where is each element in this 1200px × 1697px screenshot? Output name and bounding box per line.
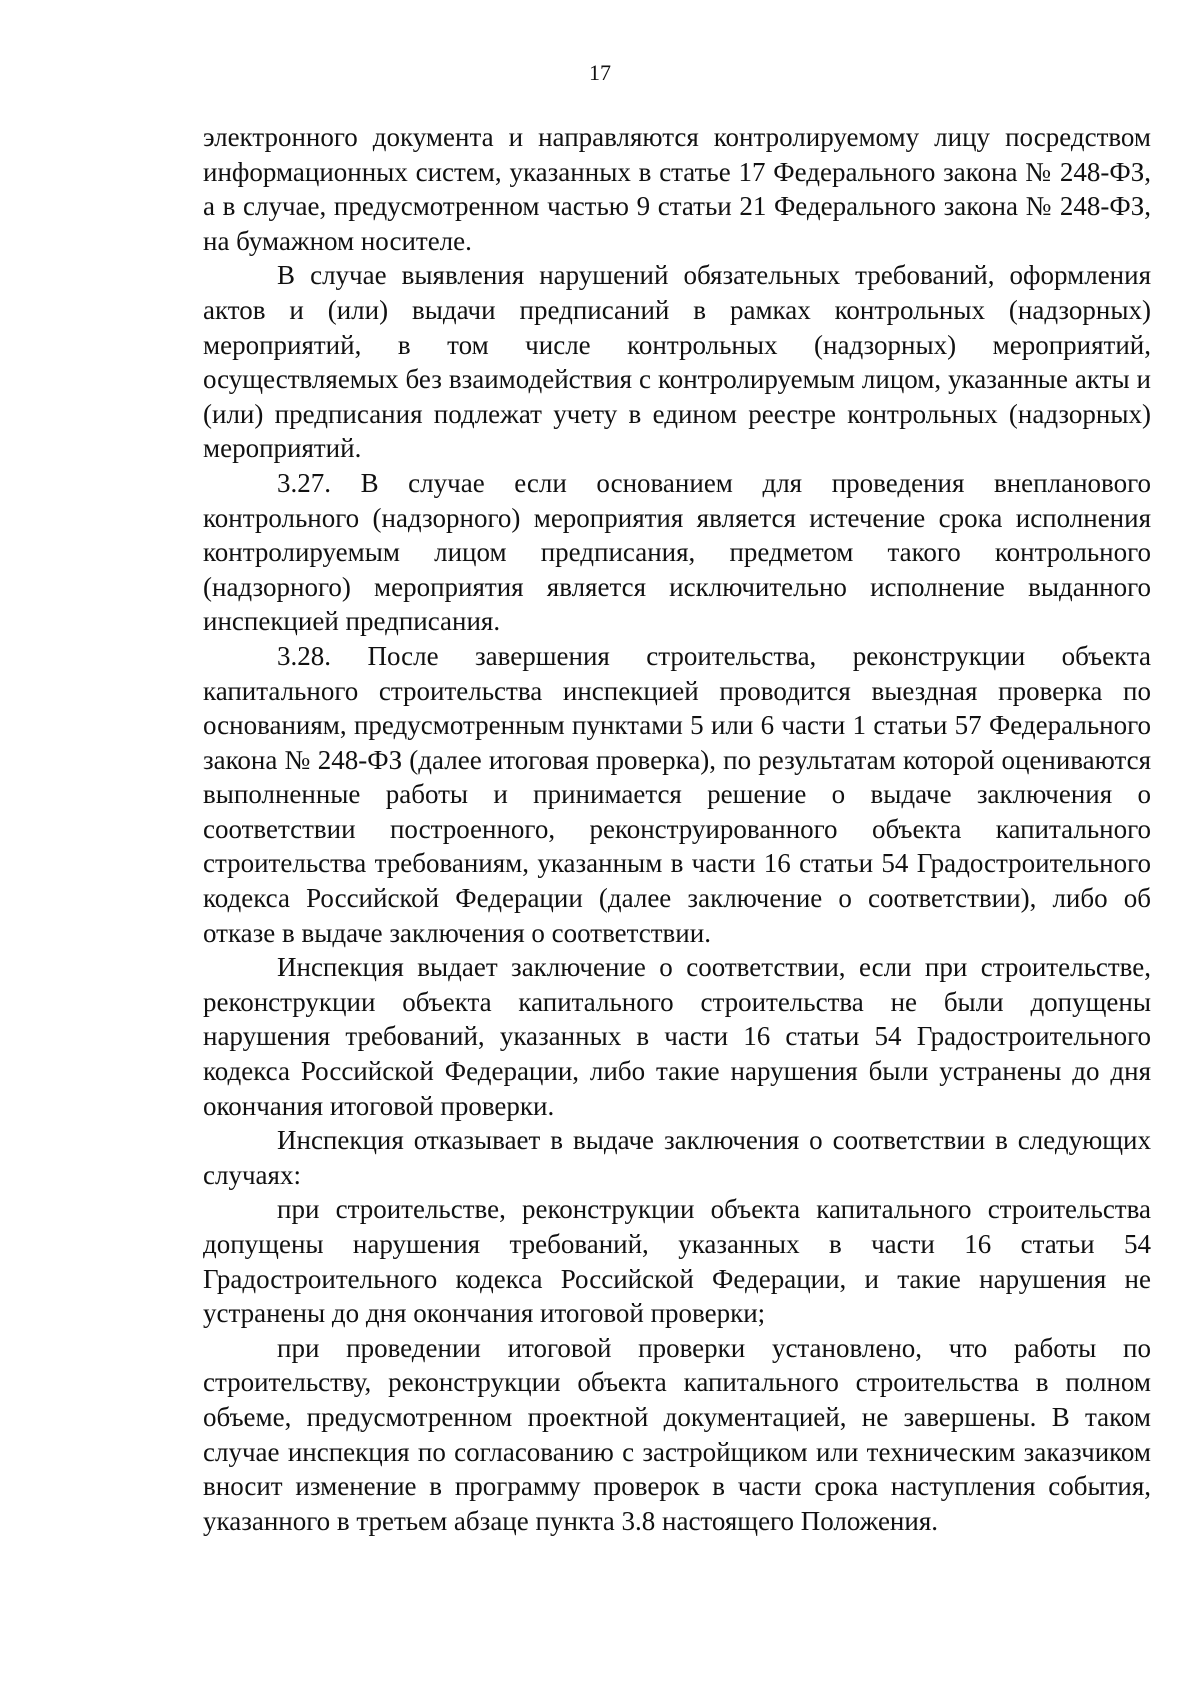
paragraph-continuation: электронного документа и направляются контролируемому лицу посредством информационных систем, указанных в статье 17 Федерального закона № 248-ФЗ, а в случае, предусмотренном частью 9 статьи 21 Федерального закона № 248-ФЗ, на бумажном носителе.	[203, 122, 1151, 256]
page-number: 17	[589, 60, 611, 85]
paragraph-3-28: 3.28. После завершения строительства, реконструкции объекта капитального строительства инспекцией проводится выездная проверка по основаниям, предусмотренным пунктами 5 или 6 части 1 статьи 57 Федерального закона № 248-ФЗ (далее итоговая проверка), по результатам которой оцениваются выполненные работы и принимается решение о выдаче заключения о соответствии построенного, реконструированного объекта капитального строительства требованиям, указанным в части 16 статьи 54 Градостроительного кодекса Российской Федерации (далее заключение о соответствии), либо об отказе в выдаче заключения о соответствии.	[203, 640, 1151, 948]
paragraph-violations-registry: В случае выявления нарушений обязательных требований, оформления актов и (или) выдачи предписаний в рамках контрольных (надзорных) мероприятий, в том числе контрольных (надзорных) мероприятий, осуществляемых без взаимодействия с контролируемым лицом, указанные акты и (или) предписания подлежат учету в едином реестре контрольных (надзорных) мероприятий.	[203, 260, 1151, 464]
paragraph-3-27: 3.27. В случае если основанием для проведения внепланового контрольного (надзорного) мероприятия является истечение срока исполнения контролируемым лицом предписания, предметом такого контрольного (надзорного) мероприятия является исключительно исполнение выданного инспекцией предписания.	[203, 467, 1151, 637]
paragraph-refusal-case-1: при строительстве, реконструкции объекта капитального строительства допущены нарушения требований, указанных в части 16 статьи 54 Градостроительного кодекса Российской Федерации, и такие нарушения не устранены до дня окончания итоговой проверки;	[203, 1194, 1151, 1329]
paragraph-conclusion-issued: Инспекция выдает заключение о соответствии, если при строительстве, реконструкции объекта капитального строительства не были допущены нарушения требований, указанных в части 16 статьи 54 Градостроительного кодекса Российской Федерации, либо такие нарушения были устранены до дня окончания итоговой проверки.	[203, 952, 1151, 1121]
document-body	[203, 120, 1151, 1538]
paragraph-refusal-case-2: при проведении итоговой проверки установлено, что работы по строительству, реконструкции объекта капитального строительства в полном объеме, предусмотренном проектной документацией, не завершены. В таком случае инспекция по согласованию с застройщиком или техническим заказчиком вносит изменение в программу проверок в части срока наступления события, указанного в третьем абзаце пункта 3.8 настоящего Положения.	[203, 1332, 1151, 1536]
paragraph-refusal-cases: Инспекция отказывает в выдаче заключения о соответствии в следующих случаях:	[203, 1125, 1151, 1190]
